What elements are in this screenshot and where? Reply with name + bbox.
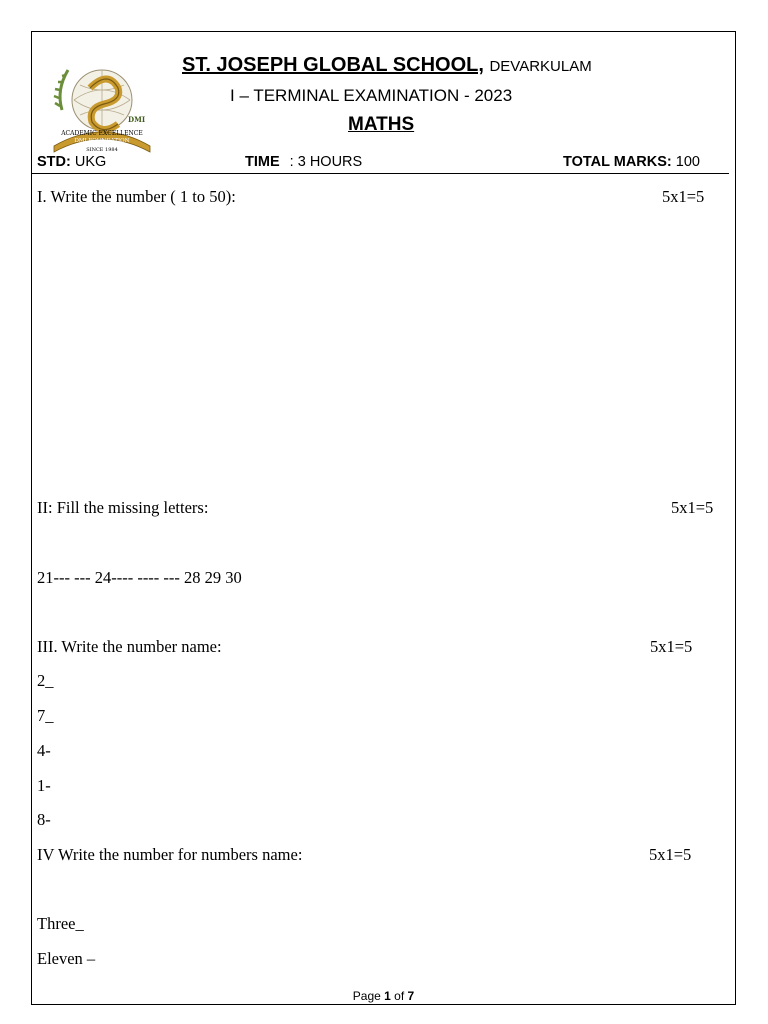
school-place: DEVARKULAM [489,58,592,75]
std-info [37,154,106,170]
time-value: : 3 HOURS [289,154,363,170]
question-1-marks: 5x1=5 [662,187,705,206]
question-3-item: 4- [37,741,51,760]
school-name: ST. JOSEPH GLOBAL SCHOOL, [182,54,484,76]
question-3-marks: 5x1=5 [650,637,693,656]
school-heading [182,54,592,77]
std-label: STD: [37,154,71,170]
header-divider [32,173,729,174]
question-3-item: 7_ [37,706,54,725]
logo-text-academic: ACADEMIC EXCELLENCE [61,130,143,137]
subject-title: MATHS [348,114,415,135]
question-4-title: IV Write the number for numbers name: [37,845,303,864]
question-3-item: 2_ [37,671,54,690]
school-logo [52,60,154,156]
total-marks-value: 100 [675,154,700,170]
logo-text-foundation: DMI FOUNDATION [74,138,130,144]
question-3-item: 1- [37,776,51,795]
logo-text-since: SINCE 1984 [86,147,118,153]
question-4-item: Eleven – [37,949,96,968]
question-4-item: Three_ [37,914,84,933]
exam-title: I – TERMINAL EXAMINATION - 2023 [230,86,513,105]
question-4-marks: 5x1=5 [649,845,692,864]
time-label: TIME [245,154,280,170]
std-value: UKG [74,154,107,170]
question-2-title: II: Fill the missing letters: [37,498,209,517]
logo-text-dmi: DMI [128,115,146,124]
total-marks-info [563,154,700,170]
exam-page [31,31,736,1005]
question-3-item: 8- [37,810,51,829]
page-number: Page 1 of 7 [352,989,415,1003]
question-2-marks: 5x1=5 [671,498,714,517]
total-marks-label: TOTAL MARKS: [563,154,672,170]
time-info [245,154,362,170]
question-3-title: III. Write the number name: [37,637,222,656]
question-2-sequence: 21--- --- 24---- ---- --- 28 29 30 [37,568,242,587]
question-1-title: I. Write the number ( 1 to 50): [37,187,236,206]
